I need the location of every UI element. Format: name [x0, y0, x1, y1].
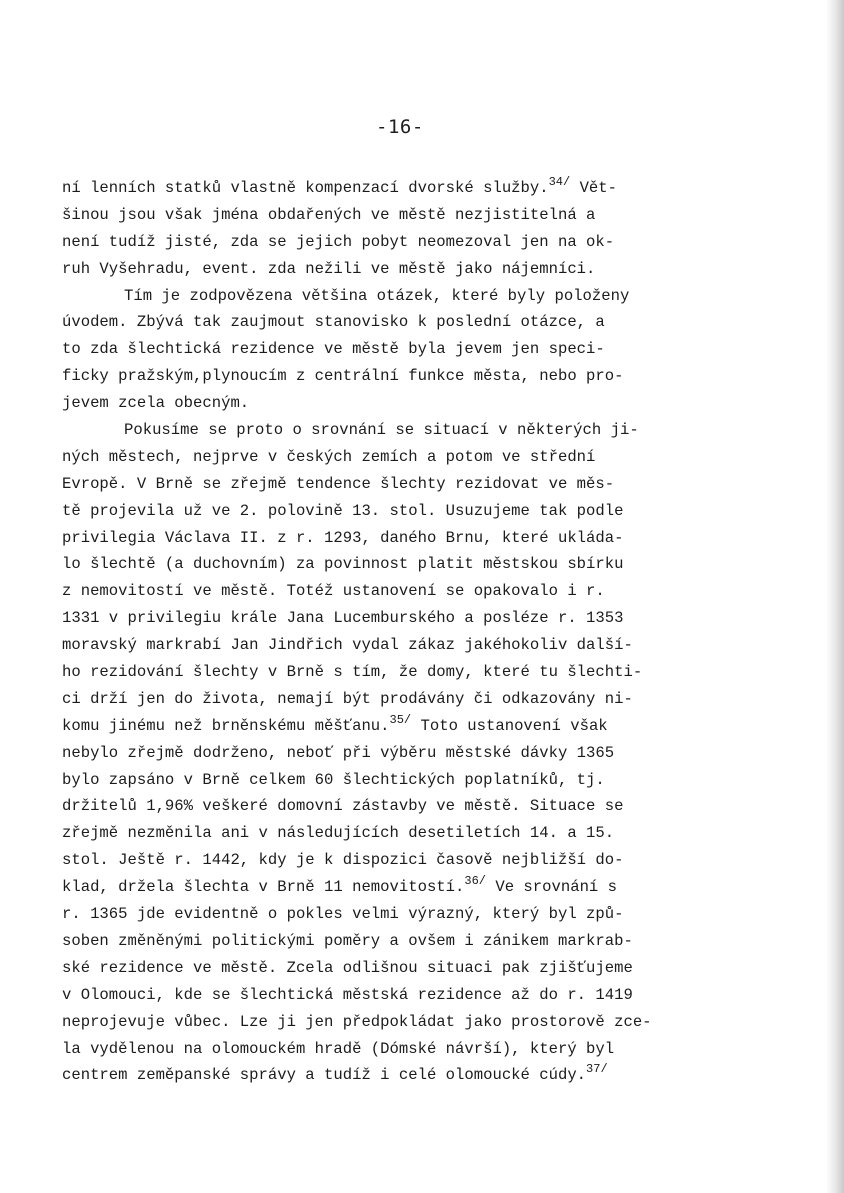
- text-line: [62, 444, 802, 471]
- body-text: [62, 175, 802, 1089]
- text-line: [62, 793, 802, 820]
- line-text: ho rezidování šlechty v Brně s tím, že domy, které tu šlechti-: [62, 663, 643, 682]
- text-line: [62, 283, 802, 310]
- line-text-continued: Ve srovnání s: [486, 878, 618, 897]
- text-line: [62, 982, 802, 1009]
- text-line: [62, 1062, 802, 1089]
- line-text-continued: Toto ustanovení však: [411, 716, 608, 735]
- text-line: [62, 256, 802, 283]
- text-line: [62, 390, 802, 417]
- text-line: [62, 417, 802, 444]
- line-text: neprojevuje vůbec. Lze ji jen předpokládat jako prostorově zce-: [62, 1012, 652, 1031]
- line-text: Pokusíme se proto o srovnání se situací v některých ji-: [124, 421, 639, 440]
- text-line: [62, 551, 802, 578]
- footnote-marker: 35/: [389, 712, 412, 727]
- text-line: [62, 175, 802, 202]
- line-text: klad, držela šlechta v Brně 11 nemovitostí.: [62, 878, 465, 897]
- text-line: [62, 928, 802, 955]
- line-text: stol. Ještě r. 1442, kdy je k dispozici časově nejbližší do-: [62, 851, 624, 870]
- text-line: [62, 525, 802, 552]
- text-line: [62, 471, 802, 498]
- line-text: Evropě. V Brně se zřejmě tendence šlechty rezidovat ve měs-: [62, 474, 615, 493]
- text-line: [62, 820, 802, 847]
- text-line: [62, 498, 802, 525]
- page-number: -16-: [376, 116, 424, 138]
- text-line: [62, 309, 802, 336]
- text-line: [62, 874, 802, 901]
- text-line: [62, 605, 802, 632]
- line-text: la vydělenou na olomouckém hradě (Dómské návrší), který byl: [62, 1039, 615, 1058]
- text-line: [62, 202, 802, 229]
- line-text: ruh Vyšehradu, event. zda nežili ve městě jako nájemníci.: [62, 259, 596, 278]
- line-text: 1331 v privilegiu krále Jana Lucemburského a posléze r. 1353: [62, 609, 624, 628]
- line-text: ské rezidence ve městě. Zcela odlišnou situaci pak zjišťujeme: [62, 958, 633, 977]
- line-text: šinou jsou však jména obdařených ve městě nezjistitelná a: [62, 205, 596, 224]
- text-line: [62, 1036, 802, 1063]
- line-text: ficky pražským,plynoucím z centrální funkce města, nebo pro-: [62, 367, 624, 386]
- text-line: [62, 336, 802, 363]
- line-text: ní lenních statků vlastně kompenzací dvorské služby.: [62, 179, 549, 197]
- line-text: bylo zapsáno v Brně celkem 60 šlechtických poplatníků, tj.: [62, 770, 605, 789]
- line-text: centrem zeměpanské správy a tudíž i celé olomoucké cúdy.: [62, 1066, 587, 1085]
- line-text: není tudíž jisté, zda se jejich pobyt neomezoval jen na ok-: [62, 232, 615, 251]
- line-text: z nemovitostí ve městě. Totéž ustanovení se opakovalo i r.: [62, 582, 605, 601]
- text-line: [62, 578, 802, 605]
- line-text: r. 1365 jde evidentně o pokles velmi výrazný, který byl způ-: [62, 905, 624, 924]
- line-text: ných městech, nejprve v českých zemích a potom ve střední: [62, 447, 596, 466]
- text-line: [62, 767, 802, 794]
- line-text: držitelů 1,96% veškeré domovní zástavby ve městě. Situace se: [62, 797, 624, 816]
- footnote-marker: 37/: [586, 1062, 608, 1077]
- text-line: [62, 847, 802, 874]
- footnote-marker: 34/: [548, 175, 571, 189]
- line-text: zřejmě nezměnila ani v následujících desetiletích 14. a 15.: [62, 824, 615, 843]
- line-text: v Olomouci, kde se šlechtická městská rezidence až do r. 1419: [62, 985, 633, 1004]
- text-line: [62, 363, 802, 390]
- text-line: [62, 740, 802, 767]
- line-text: Tím je zodpovězena většina otázek, které byly položeny: [124, 286, 630, 305]
- line-text: jevem zcela obecným.: [62, 394, 250, 413]
- line-text: komu jinému než brněnskému měšťanu.: [62, 716, 390, 735]
- page-edge-shadow: [826, 0, 844, 1193]
- line-text: moravský markrabí Jan Jindřich vydal zákaz jakéhokoliv další-: [62, 636, 633, 655]
- text-line: [62, 659, 802, 686]
- line-text-continued: Vět-: [570, 179, 618, 197]
- line-text: úvodem. Zbývá tak zaujmout stanovisko k poslední otázce, a: [62, 313, 605, 332]
- line-text: ci drží jen do života, nemají být prodávány či odkazovány ni-: [62, 689, 633, 708]
- line-text: lo šlechtě (a duchovním) za povinnost platit městskou sbírku: [62, 555, 624, 574]
- footnote-marker: 36/: [464, 874, 486, 889]
- text-line: [62, 713, 802, 740]
- line-text: to zda šlechtická rezidence ve městě byla jevem jen speci-: [62, 340, 605, 359]
- line-text: tě projevila už ve 2. polovině 13. stol. Usuzujeme tak podle: [62, 501, 624, 520]
- line-text: soben změněnými politickými poměry a ovšem i zánikem markrab-: [62, 931, 633, 950]
- line-text: nebylo zřejmě dodrženo, neboť při výběru městské dávky 1365: [62, 743, 615, 762]
- text-line: [62, 901, 802, 928]
- text-line: [62, 229, 802, 256]
- text-line: [62, 632, 802, 659]
- text-line: [62, 686, 802, 713]
- line-text: privilegia Václava II. z r. 1293, daného Brnu, které ukláda-: [62, 528, 624, 547]
- text-line: [62, 955, 802, 982]
- text-line: [62, 1009, 802, 1036]
